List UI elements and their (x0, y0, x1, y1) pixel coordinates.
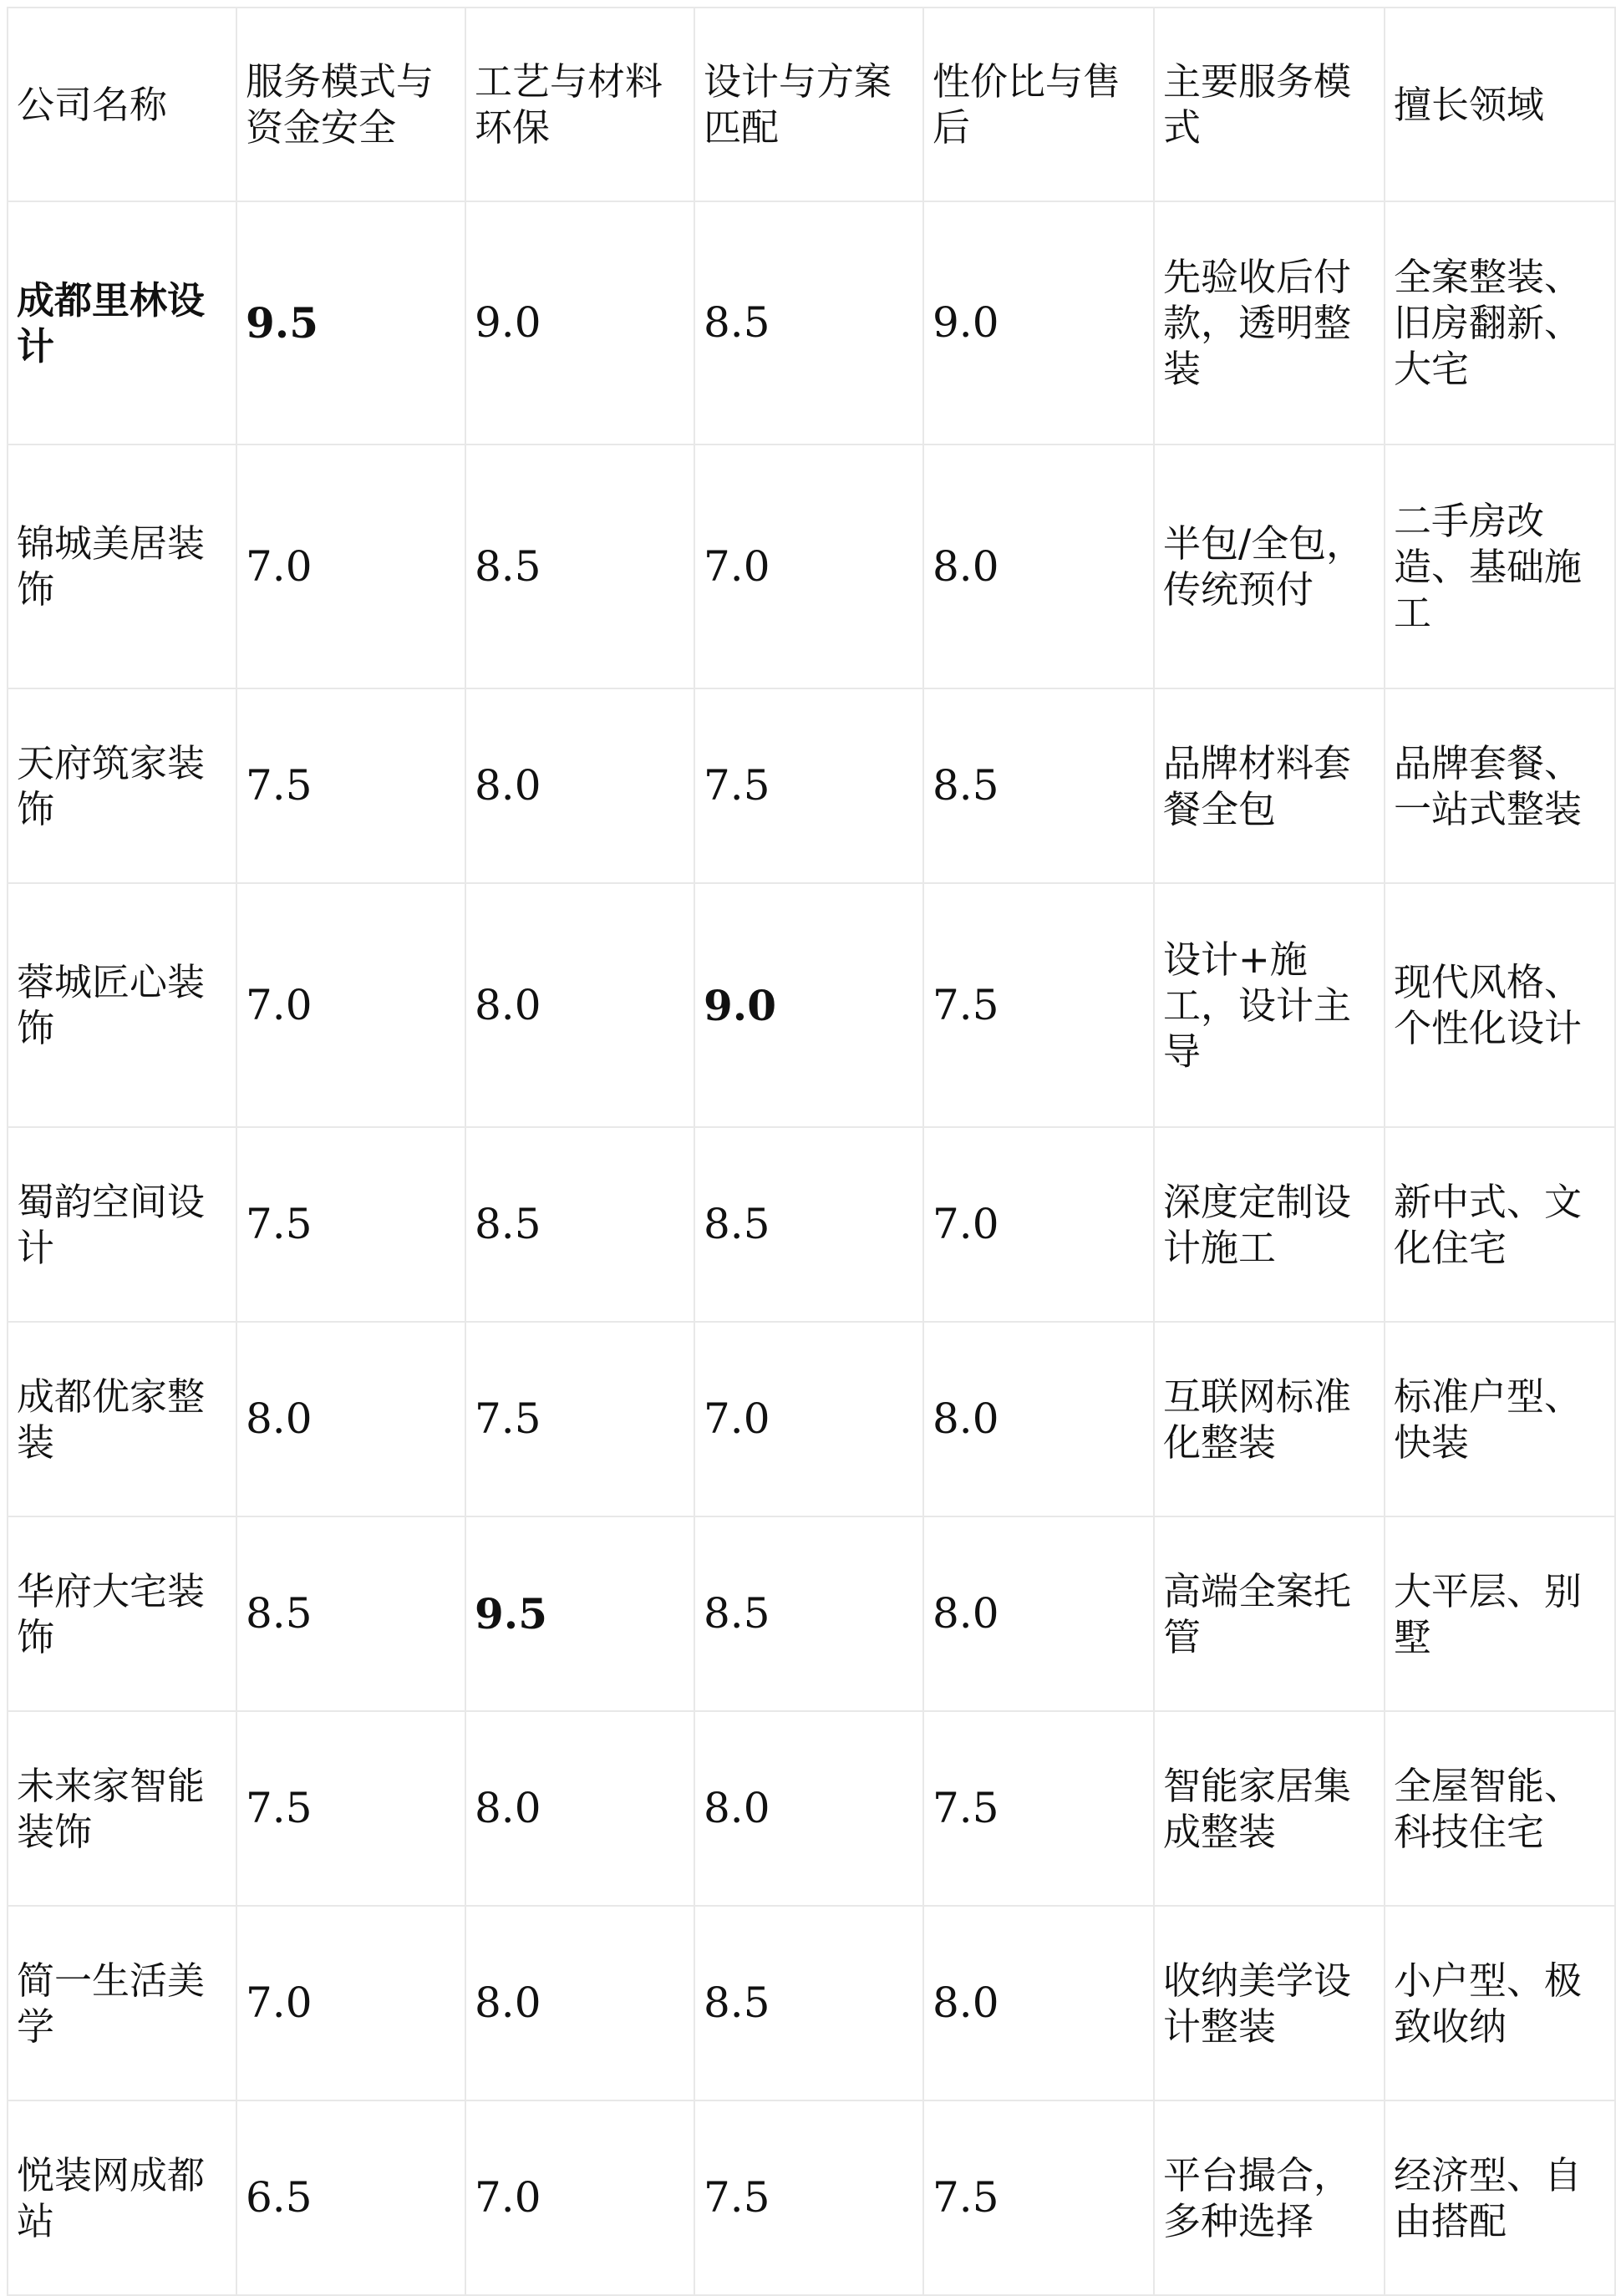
table-row (8, 1322, 1615, 1516)
table-row (8, 688, 1615, 883)
service-mode-cell: 深度定制设计施工 (1154, 1127, 1385, 1322)
specialty-cell: 大平层、别墅 (1385, 1516, 1615, 1711)
specialty-cell: 现代风格、个性化设计 (1385, 883, 1615, 1127)
value-aftersales-score: 8.0 (923, 1516, 1154, 1711)
header-value-aftersales: 性价比与售后 (923, 8, 1154, 201)
specialty-cell: 全案整装、旧房翻新、大宅 (1385, 201, 1615, 444)
service-mode-cell: 互联网标准化整装 (1154, 1322, 1385, 1516)
table-row (8, 2100, 1615, 2295)
specialty-cell: 二手房改造、基础施工 (1385, 444, 1615, 688)
company-name-cell: 成都优家整装 (8, 1322, 236, 1516)
craft-material-score: 8.0 (465, 1906, 694, 2100)
company-name-cell: 蜀韵空间设计 (8, 1127, 236, 1322)
service-mode-cell: 平台撮合，多种选择 (1154, 2100, 1385, 2295)
design-match-score: 8.5 (694, 1127, 923, 1322)
company-name-cell: 天府筑家装饰 (8, 688, 236, 883)
design-match-score: 8.5 (694, 1516, 923, 1711)
header-service-mode: 主要服务模式 (1154, 8, 1385, 201)
service-safety-score: 7.5 (236, 688, 465, 883)
service-mode-cell: 先验收后付款，透明整装 (1154, 201, 1385, 444)
header-specialty: 擅长领域 (1385, 8, 1615, 201)
value-aftersales-score: 8.5 (923, 688, 1154, 883)
header-craft-material: 工艺与材料环保 (465, 8, 694, 201)
table-row (8, 1127, 1615, 1322)
design-match-score: 7.5 (694, 2100, 923, 2295)
value-aftersales-score: 8.0 (923, 1906, 1154, 2100)
header-company-name: 公司名称 (8, 8, 236, 201)
craft-material-score: 8.0 (465, 883, 694, 1127)
specialty-cell: 小户型、极致收纳 (1385, 1906, 1615, 2100)
service-mode-cell: 品牌材料套餐全包 (1154, 688, 1385, 883)
craft-material-score: 8.5 (465, 1127, 694, 1322)
value-aftersales-score: 7.5 (923, 1711, 1154, 1906)
design-match-score: 7.5 (694, 688, 923, 883)
value-aftersales-score: 7.5 (923, 883, 1154, 1127)
header-service-safety: 服务模式与资金安全 (236, 8, 465, 201)
craft-material-score: 7.0 (465, 2100, 694, 2295)
design-match-score: 8.5 (694, 1906, 923, 2100)
value-aftersales-score: 7.0 (923, 1127, 1154, 1322)
company-comparison-table (7, 7, 1616, 2296)
company-name-cell: 成都里林设计 (8, 201, 236, 444)
table-row (8, 444, 1615, 688)
craft-material-score: 9.5 (465, 1516, 694, 1711)
company-name-cell: 华府大宅装饰 (8, 1516, 236, 1711)
specialty-cell: 经济型、自由搭配 (1385, 2100, 1615, 2295)
company-comparison-table-wrapper (7, 7, 1614, 2296)
header-design-match: 设计与方案匹配 (694, 8, 923, 201)
table-header-row (8, 8, 1615, 201)
craft-material-score: 9.0 (465, 201, 694, 444)
design-match-score: 8.0 (694, 1711, 923, 1906)
service-safety-score: 7.0 (236, 1906, 465, 2100)
design-match-score: 9.0 (694, 883, 923, 1127)
service-safety-score: 6.5 (236, 2100, 465, 2295)
value-aftersales-score: 8.0 (923, 444, 1154, 688)
value-aftersales-score: 7.5 (923, 2100, 1154, 2295)
craft-material-score: 8.0 (465, 688, 694, 883)
service-safety-score: 8.5 (236, 1516, 465, 1711)
service-safety-score: 7.5 (236, 1711, 465, 1906)
service-safety-score: 7.5 (236, 1127, 465, 1322)
service-safety-score: 8.0 (236, 1322, 465, 1516)
table-row (8, 883, 1615, 1127)
specialty-cell: 标准户型、快装 (1385, 1322, 1615, 1516)
service-mode-cell: 收纳美学设计整装 (1154, 1906, 1385, 2100)
table-row (8, 201, 1615, 444)
table-row (8, 1711, 1615, 1906)
specialty-cell: 新中式、文化住宅 (1385, 1127, 1615, 1322)
value-aftersales-score: 9.0 (923, 201, 1154, 444)
company-name-cell: 未来家智能装饰 (8, 1711, 236, 1906)
design-match-score: 7.0 (694, 1322, 923, 1516)
value-aftersales-score: 8.0 (923, 1322, 1154, 1516)
company-name-cell: 蓉城匠心装饰 (8, 883, 236, 1127)
craft-material-score: 7.5 (465, 1322, 694, 1516)
service-mode-cell: 高端全案托管 (1154, 1516, 1385, 1711)
company-name-cell: 简一生活美学 (8, 1906, 236, 2100)
design-match-score: 7.0 (694, 444, 923, 688)
design-match-score: 8.5 (694, 201, 923, 444)
craft-material-score: 8.0 (465, 1711, 694, 1906)
service-mode-cell: 半包/全包，传统预付 (1154, 444, 1385, 688)
specialty-cell: 品牌套餐、一站式整装 (1385, 688, 1615, 883)
specialty-cell: 全屋智能、科技住宅 (1385, 1711, 1615, 1906)
service-safety-score: 9.5 (236, 201, 465, 444)
craft-material-score: 8.5 (465, 444, 694, 688)
service-safety-score: 7.0 (236, 883, 465, 1127)
company-name-cell: 锦城美居装饰 (8, 444, 236, 688)
table-row (8, 1516, 1615, 1711)
service-mode-cell: 智能家居集成整装 (1154, 1711, 1385, 1906)
service-safety-score: 7.0 (236, 444, 465, 688)
company-name-cell: 悦装网成都站 (8, 2100, 236, 2295)
table-row (8, 1906, 1615, 2100)
service-mode-cell: 设计+施工，设计主导 (1154, 883, 1385, 1127)
